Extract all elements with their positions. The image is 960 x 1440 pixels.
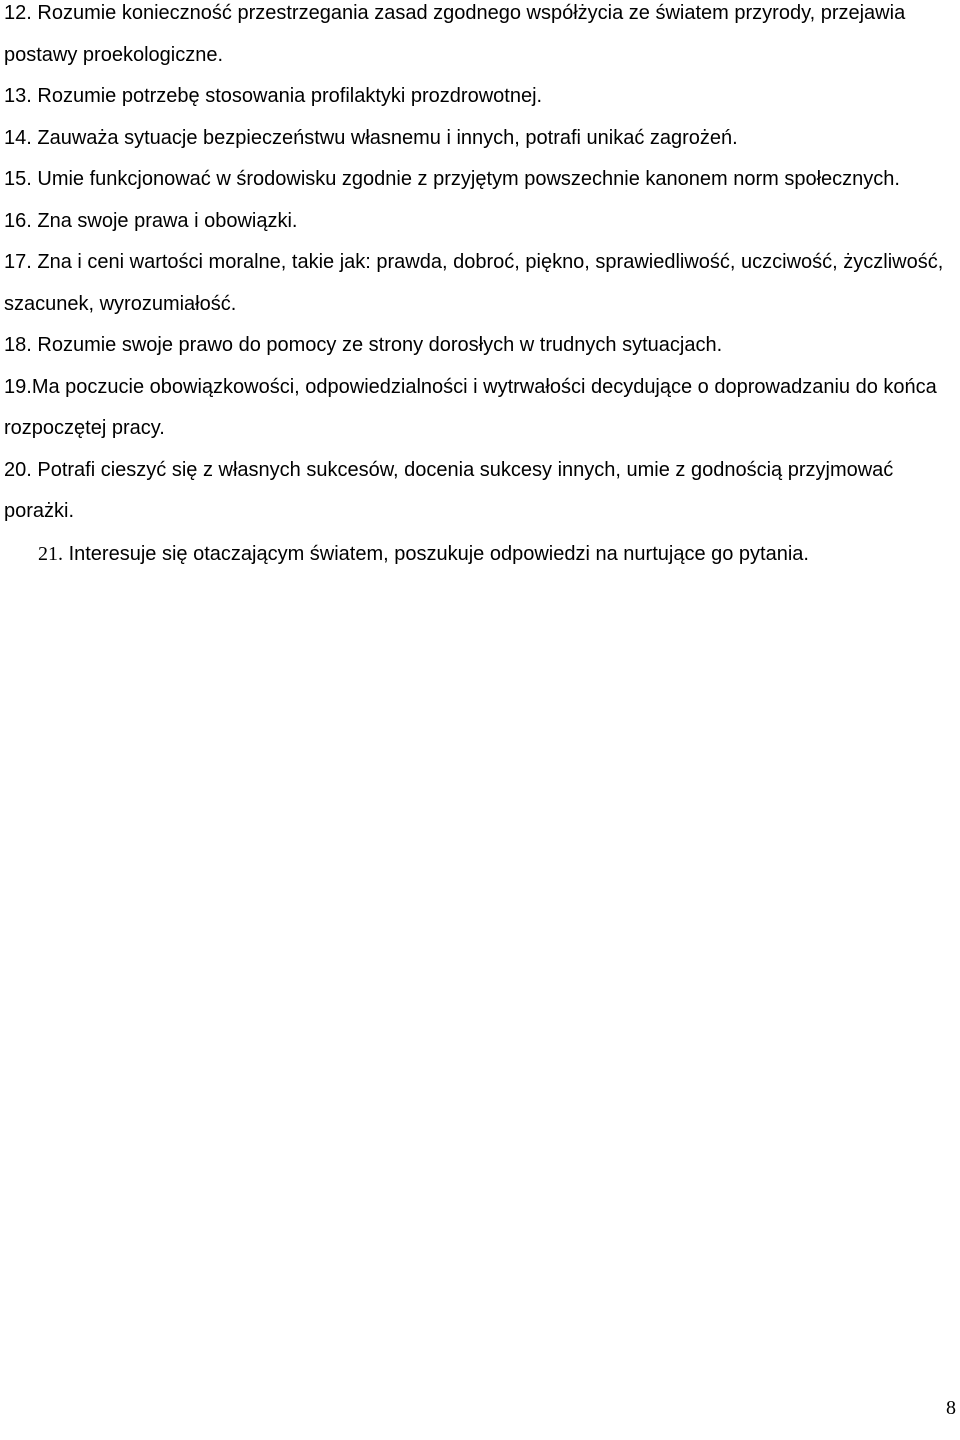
list-item — [4, 242, 954, 325]
item-number: 14. — [4, 126, 32, 149]
item-text: Rozumie potrzebę stosowania profilaktyki prozdrowotnej. — [37, 85, 543, 107]
item-number: 21. — [38, 542, 63, 565]
item-number: 16. — [4, 209, 32, 232]
item-text: Zna i ceni wartości moralne, takie jak: prawda, dobroć, piękno, sprawiedliwość, uczciwość, życzliwość, szacunek, wyrozumiałość. — [4, 251, 944, 315]
item-text: Zna swoje prawa i obowiązki. — [37, 209, 298, 232]
item-number: 15. — [4, 168, 32, 190]
list-item — [4, 159, 954, 201]
item-text: Potrafi cieszyć się z własnych sukcesów, docenia sukcesy innych, umie z godnością przyjmować porażki. — [4, 458, 894, 522]
list-item — [4, 118, 954, 160]
list-item — [4, 0, 954, 76]
item-number: 13. — [4, 85, 32, 107]
list-item — [4, 201, 954, 243]
item-number: 19. — [4, 375, 32, 398]
item-number: 20. — [4, 458, 32, 481]
item-number: 17. — [4, 251, 32, 273]
item-number: 12. — [4, 2, 32, 24]
page-number: 8 — [946, 1397, 956, 1419]
item-text: Rozumie swoje prawo do pomocy ze strony dorosłych w trudnych sytuacjach. — [37, 334, 723, 356]
item-text: Umie funkcjonować w środowisku zgodnie z przyjętym powszechnie kanonem norm społecznych. — [37, 168, 900, 190]
competency-list — [4, 0, 954, 575]
list-item — [4, 76, 954, 118]
list-item — [4, 534, 954, 576]
list-item — [4, 450, 954, 533]
item-text: Rozumie konieczność przestrzegania zasad zgodnego współżycia ze światem przyrody, przejawia postawy proekologiczne. — [4, 2, 906, 66]
list-item — [4, 325, 954, 367]
item-number: 18. — [4, 334, 32, 356]
item-text: Ma poczucie obowiązkowości, odpowiedzialności i wytrwałości decydujące o doprowadzaniu do końca rozpoczętej pracy. — [4, 375, 937, 439]
item-text: Interesuje się otaczającym światem, poszukuje odpowiedzi na nurtujące go pytania. — [68, 542, 809, 565]
item-text: Zauważa sytuacje bezpieczeństwu własnemu i innych, potrafi unikać zagrożeń. — [37, 126, 738, 149]
list-item — [4, 367, 954, 450]
